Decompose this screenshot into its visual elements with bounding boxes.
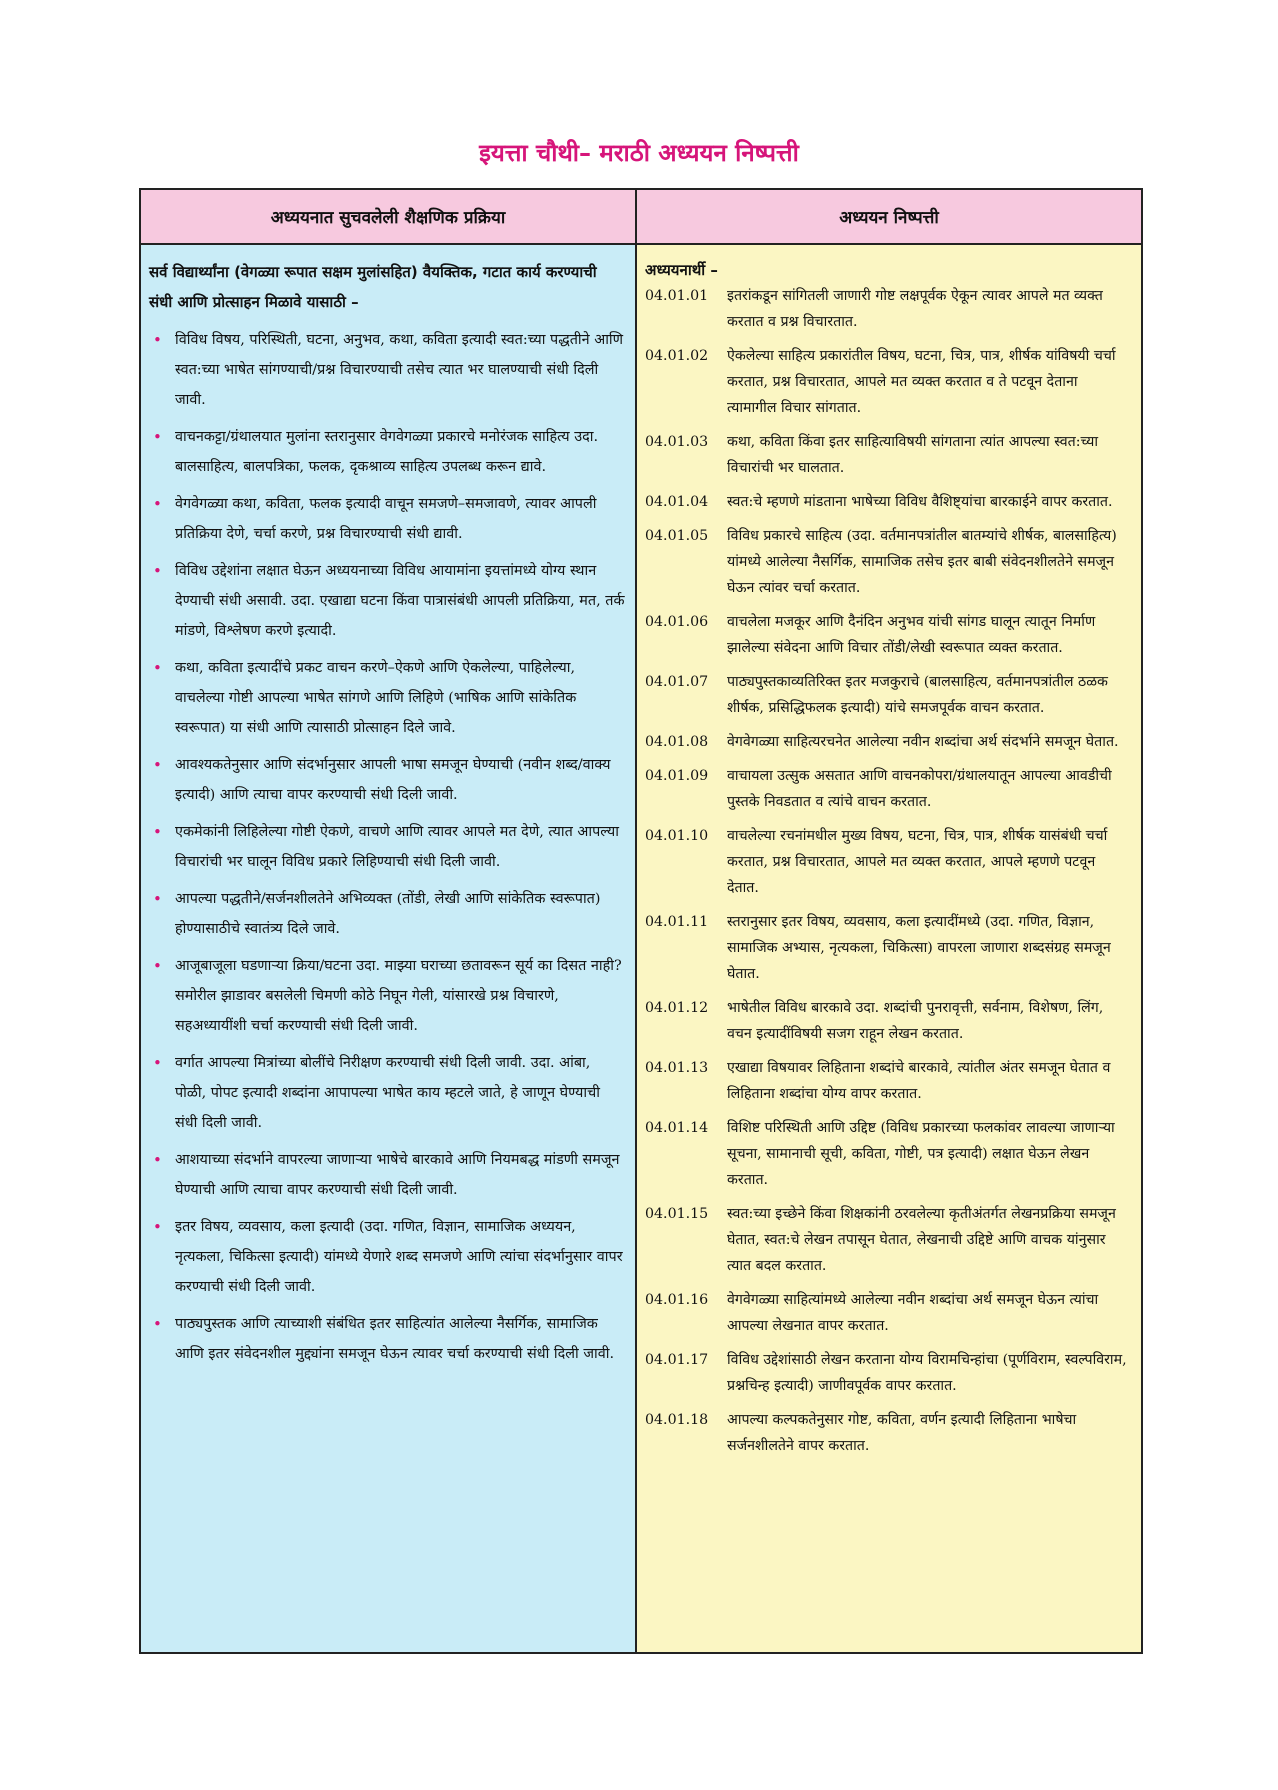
process-item (149, 1212, 625, 1302)
outcome-code: 04.01.01 (645, 288, 709, 304)
outcome-row (645, 1287, 1131, 1339)
left-column-header: अध्ययनात सुचवलेली शैक्षणिक प्रक्रिया (141, 190, 637, 245)
outcome-text: स्वत:च्या इच्छेने किंवा शिक्षकांनी ठरवलेल्या कृतीअंतर्गत लेखनप्रक्रिया समजून घेतात, स्वत:चे लेखन तपासून घेतात, लेखनाची उद्दिष्टे आणि वाचक यांनुसार त्यात बदल करतात. (727, 1206, 1116, 1274)
outcome-code: 04.01.18 (645, 1412, 709, 1428)
outcome-text: भाषेतील विविध बारकावे उदा. शब्दांची पुनरावृत्ती, सर्वनाम, विशेषण, लिंग, वचन इत्यादींविषयी सजग राहून लेखन करतात. (727, 1000, 1104, 1042)
process-item (149, 422, 625, 482)
outcome-row (645, 1115, 1131, 1193)
process-item (149, 489, 625, 549)
process-text: आशयाच्या संदर्भाने वापरल्या जाणाऱ्या भाषेचे बारकावे आणि नियमबद्ध मांडणी समजून घेण्याची आणि त्याचा वापर करण्याची संधी दिली जावी. (175, 1152, 620, 1198)
process-text: विविध उद्देशांना लक्षात घेऊन अध्ययनाच्या विविध आयामांना इयत्तांमध्ये योग्य स्थान देण्याची संधी असावी. उदा. एखाद्या घटना किंवा पात्रासंबंधी आपली प्रतिक्रिया, मत, तर्क मांडणे, विश्लेषण करणे इत्यादी. (175, 563, 625, 639)
outcome-text: विविध उद्देशांसाठी लेखन करताना योग्य विरामचिन्हांचा (पूर्णविराम, स्वल्पविराम, प्रश्नचिन्ह इत्यादी) जाणीवपूर्वक वापर करतात. (727, 1352, 1127, 1394)
outcomes-intro: अध्ययनार्थी – (645, 261, 718, 279)
outcome-row (645, 909, 1131, 987)
outcome-row (645, 823, 1131, 901)
outcome-code: 04.01.03 (645, 434, 709, 450)
outcome-text: विशिष्ट परिस्थिती आणि उद्दिष्ट (विविध प्रकारच्या फलकांवर लावल्या जाणाऱ्या सूचना, सामानाची सूची, कविता, गोष्टी, पत्र इत्यादी) लक्षात घेऊन लेखन करतात. (727, 1120, 1115, 1188)
bullet-icon: • (153, 1218, 162, 1236)
process-item (149, 1048, 625, 1138)
outcome-row (645, 489, 1131, 515)
bullet-icon: • (153, 428, 162, 446)
process-text: पाठ्यपुस्तक आणि त्याच्याशी संबंधित इतर साहित्यांत आलेल्या नैसर्गिक, सामाजिक आणि इतर संवेदनशील मुद्द्यांना समजून घेऊन त्यावर चर्चा करण्याची संधी दिली जावी. (175, 1316, 615, 1362)
outcome-code: 04.01.11 (645, 914, 709, 930)
process-text: इतर विषय, व्यवसाय, कला इत्यादी (उदा. गणित, विज्ञान, सामाजिक अध्ययन, नृत्यकला, चिकित्सा इत्यादी) यांमध्ये येणारे शब्द समजणे आणि त्यांचा संदर्भानुसार वापर करण्याची संधी दिली जावी. (175, 1219, 623, 1295)
outcome-row (645, 609, 1131, 661)
process-item (149, 325, 625, 415)
processes-list (149, 325, 625, 1369)
outcome-code: 04.01.12 (645, 1000, 709, 1016)
outcome-text: वेगवेगळ्या साहित्यांमध्ये आलेल्या नवीन शब्दांचा अर्थ समजून घेऊन त्यांचा आपल्या लेखनात वापर करतात. (727, 1292, 1099, 1334)
outcome-row (645, 1347, 1131, 1399)
outcome-code: 04.01.06 (645, 614, 709, 630)
outcome-text: पाठ्यपुस्तकाव्यतिरिक्त इतर मजकुराचे (बालसाहित्य, वर्तमानपत्रांतील ठळक शीर्षक, प्रसिद्धिफलक इत्यादी) यांचे समजपूर्वक वाचन करतात. (727, 674, 1108, 716)
outcome-row (645, 763, 1131, 815)
bullet-icon: • (153, 1151, 162, 1169)
outcome-code: 04.01.04 (645, 494, 709, 510)
outcome-code: 04.01.14 (645, 1120, 709, 1136)
bullet-icon: • (153, 331, 162, 349)
outcomes-list (645, 283, 1131, 1459)
outcomes-column (637, 245, 1141, 1652)
bullet-icon: • (153, 562, 162, 580)
outcome-code: 04.01.10 (645, 828, 709, 844)
outcome-text: एखाद्या विषयावर लिहिताना शब्दांचे बारकावे, त्यांतील अंतर समजून घेतात व लिहिताना शब्दांचा योग्य वापर करतात. (727, 1060, 1111, 1102)
process-text: विविध विषय, परिस्थिती, घटना, अनुभव, कथा, कविता इत्यादी स्वत:च्या पद्धतीने आणि स्वत:च्या भाषेत सांगण्याची/प्रश्न विचारण्याची तसेच त्यात भर घालण्याची संधी दिली जावी. (175, 332, 624, 408)
outcome-row (645, 343, 1131, 421)
process-item (149, 556, 625, 646)
process-text: एकमेकांनी लिहिलेल्या गोष्टी ऐकणे, वाचणे आणि त्यावर आपले मत देणे, त्यात आपल्या विचारांची भर घालून विविध प्रकारे लिहिण्याची संधी दिली जावी. (175, 824, 619, 870)
outcome-code: 04.01.09 (645, 768, 709, 784)
process-item (149, 817, 625, 877)
outcome-code: 04.01.16 (645, 1292, 709, 1308)
outcome-text: वाचलेला मजकूर आणि दैनंदिन अनुभव यांची सांगड घालून त्यातून निर्माण झालेल्या संवेदना आणि विचार तोंडी/लेखी स्वरूपात व्यक्त करतात. (727, 614, 1096, 656)
page-title: इयत्ता चौथी– मराठी अध्ययन निष्पत्ती (479, 139, 799, 167)
outcome-text: वाचलेल्या रचनांमधील मुख्य विषय, घटना, चित्र, पात्र, शीर्षक यासंबंधी चर्चा करतात, प्रश्न विचारतात, आपले मत व्यक्त करतात, आपले म्हणणे पटवून देतात. (727, 828, 1108, 896)
right-column-header: अध्ययन निष्पत्ती (637, 190, 1141, 245)
bullet-icon: • (153, 756, 162, 774)
outcome-row (645, 1407, 1131, 1459)
bullet-icon: • (153, 1315, 162, 1333)
outcome-code: 04.01.17 (645, 1352, 709, 1368)
outcome-code: 04.01.15 (645, 1206, 709, 1222)
outcome-row (645, 729, 1131, 755)
outcome-text: वाचायला उत्सुक असतात आणि वाचनकोपरा/ग्रंथालयातून आपल्या आवडीची पुस्तके निवडतात व त्यांचे वाचन करतात. (727, 768, 1112, 810)
process-item (149, 750, 625, 810)
outcome-text: वेगवेगळ्या साहित्यरचनेत आलेल्या नवीन शब्दांचा अर्थ संदर्भाने समजून घेतात. (727, 734, 1119, 750)
bullet-icon: • (153, 659, 162, 677)
outcome-code: 04.01.02 (645, 348, 709, 364)
outcome-row (645, 523, 1131, 601)
outcome-text: विविध प्रकारचे साहित्य (उदा. वर्तमानपत्रांतील बातम्यांचे शीर्षक, बालसाहित्य) यांमध्ये आलेल्या नैसर्गिक, सामाजिक तसेच इतर बाबी संवेदनशीलतेने समजून घेऊन त्यांवर चर्चा करतात. (727, 528, 1117, 596)
outcome-code: 04.01.08 (645, 734, 709, 750)
process-item (149, 951, 625, 1041)
outcome-text: ऐकलेल्या साहित्य प्रकारांतील विषय, घटना, चित्र, पात्र, शीर्षक यांविषयी चर्चा करतात, प्रश्न विचारतात, आपले मत व्यक्त करतात व ते पटवून देताना त्यामागील विचार सांगतात. (727, 348, 1116, 416)
outcome-text: कथा, कविता किंवा इतर साहित्याविषयी सांगताना त्यांत आपल्या स्वत:च्या विचारांची भर घालतात. (727, 434, 1098, 476)
process-text: आपल्या पद्धतीने/सर्जनशीलतेने अभिव्यक्त (तोंडी, लेखी आणि सांकेतिक स्वरूपात) होण्यासाठीचे स्वातंत्र्य दिले जावे. (175, 891, 601, 937)
process-item (149, 653, 625, 743)
bullet-icon: • (153, 890, 162, 908)
outcome-row (645, 429, 1131, 481)
outcome-code: 04.01.05 (645, 528, 709, 544)
outcome-row (645, 283, 1131, 335)
outcomes-table (139, 188, 1143, 1654)
outcome-row (645, 995, 1131, 1047)
process-text: वाचनकट्टा/ग्रंथालयात मुलांना स्तरानुसार वेगवेगळ्या प्रकारचे मनोरंजक साहित्य उदा. बालसाहित्य, बालपत्रिका, फलक, दृकश्राव्य साहित्य उपलब्ध करून द्यावे. (175, 429, 599, 475)
outcome-code: 04.01.07 (645, 674, 709, 690)
outcome-text: स्तरानुसार इतर विषय, व्यवसाय, कला इत्यादींमध्ये (उदा. गणित, विज्ञान, सामाजिक अभ्यास, नृत्यकला, चिकित्सा) वापरला जाणारा शब्दसंग्रह समजून घेतात. (727, 914, 1111, 982)
bullet-icon: • (153, 957, 162, 975)
processes-intro: सर्व विद्यार्थ्यांना (वेगळ्या रूपात सक्षम मुलांसहित) वैयक्तिक, गटात कार्य करण्याची संधी आणि प्रोत्साहन मिळावे यासाठी – (149, 263, 597, 311)
process-text: वर्गात आपल्या मित्रांच्या बोलींचे निरीक्षण करण्याची संधी दिली जावी. उदा. आंबा, पोळी, पोपट इत्यादी शब्दांना आपापल्या भाषेत काय म्हटले जाते, हे जाणून घेण्याची संधी दिली जावी. (175, 1055, 600, 1131)
outcome-code: 04.01.13 (645, 1060, 709, 1076)
process-text: आवश्यकतेनुसार आणि संदर्भानुसार आपली भाषा समजून घेण्याची (नवीन शब्द/वाक्य इत्यादी) आणि त्याचा वापर करण्याची संधी दिली जावी. (175, 757, 611, 803)
outcome-text: स्वत:चे म्हणणे मांडताना भाषेच्या विविध वैशिष्ट्यांचा बारकाईने वापर करतात. (727, 494, 1113, 510)
outcome-row (645, 669, 1131, 721)
outcome-text: इतरांकडून सांगितली जाणारी गोष्ट लक्षपूर्वक ऐकून त्यावर आपले मत व्यक्त करतात व प्रश्न विचारतात. (727, 288, 1103, 330)
bullet-icon: • (153, 823, 162, 841)
bullet-icon: • (153, 495, 162, 513)
process-text: वेगवेगळ्या कथा, कविता, फलक इत्यादी वाचून समजणे–समजावणे, त्यावर आपली प्रतिक्रिया देणे, चर्चा करणे, प्रश्न विचारण्याची संधी द्यावी. (175, 496, 597, 542)
outcome-row (645, 1201, 1131, 1279)
outcome-row (645, 1055, 1131, 1107)
outcome-text: आपल्या कल्पकतेनुसार गोष्ट, कविता, वर्णन इत्यादी लिहिताना भाषेचा सर्जनशीलतेने वापर करतात. (727, 1412, 1077, 1454)
process-text: आजूबाजूला घडणाऱ्या क्रिया/घटना उदा. माझ्या घराच्या छतावरून सूर्य का दिसत नाही? समोरील झाडावर बसलेली चिमणी कोठे निघून गेली, यांसारखे प्रश्न विचारणे, सहअध्यायींशी चर्चा करण्याची संधी दिली जावी. (175, 958, 622, 1034)
process-item (149, 1145, 625, 1205)
process-text: कथा, कविता इत्यादींचे प्रकट वाचन करणे–ऐकणे आणि ऐकलेल्या, पाहिलेल्या, वाचलेल्या गोष्टी आपल्या भाषेत सांगणे आणि लिहिणे (भाषिक आणि सांकेतिक स्वरूपात) या संधी आणि त्यासाठी प्रोत्साहन दिले जावे. (175, 660, 577, 736)
bullet-icon: • (153, 1054, 162, 1072)
process-item (149, 884, 625, 944)
process-item (149, 1309, 625, 1369)
processes-column (141, 245, 637, 1652)
